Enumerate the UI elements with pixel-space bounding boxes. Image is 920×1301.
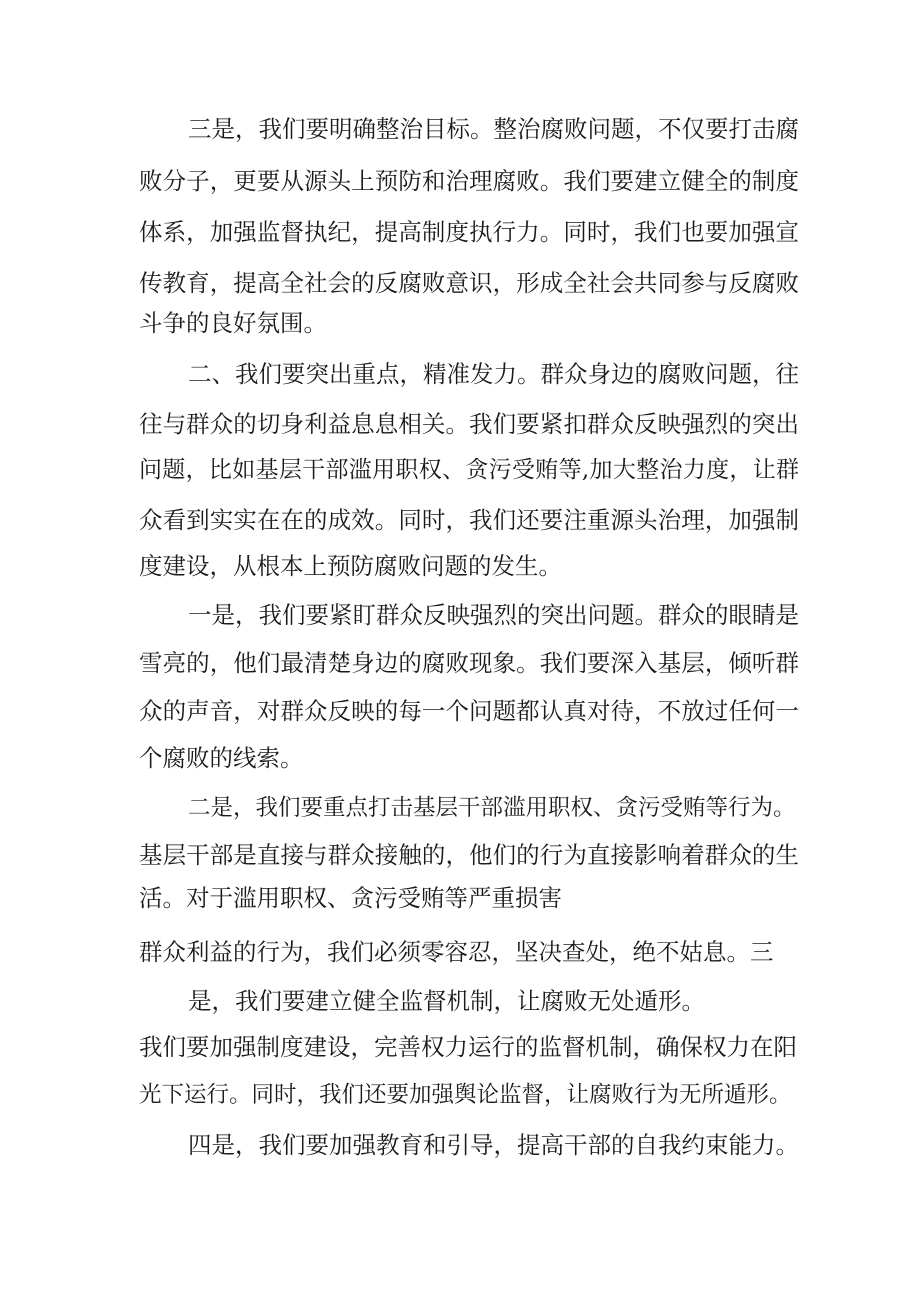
text-line: 群众利益的行为，我们必须零容忍，坚决查处，绝不姑息。三 [139,938,774,966]
text-line: 传教育，提高全社会的反腐败意识，形成全社会共同参与反腐败 [139,269,799,297]
text-line: 个腐败的线索。 [139,744,304,772]
text-line: 四是，我们要加强教育和引导，提高干部的自我约束能力。 [188,1131,799,1159]
text-line: 众的声音，对群众反映的每一个问题都认真对待，不放过任何一 [139,697,799,725]
text-line: 我们要加强制度建设，完善权力运行的监督机制，确保权力在阳 [139,1033,797,1061]
text-line: 三是，我们要明确整治目标。整治腐败问题，不仅要打击腐 [188,115,799,143]
text-line: 问题，比如基层干部滥用职权、贪污受贿等,加大整治力度，让群 [139,457,799,483]
text-line: 二是，我们要重点打击基层干部滥用职权、贪污受贿等行为。 [188,795,796,821]
text-line: 活。对于滥用职权、贪污受贿等严重损害 [139,884,562,912]
text-line: 是，我们要建立健全监督机制，让腐败无处遁形。 [188,987,705,1015]
text-line: 雪亮的，他们最清楚身边的腐败现象。我们要深入基层，倾听群 [139,649,799,677]
text-line: 基层干部是直接与群众接触的，他们的行为直接影响着群众的生 [139,841,799,869]
text-line: 光下运行。同时，我们还要加强舆论监督，让腐败行为无所遁形。 [139,1082,792,1108]
text-line: 往与群众的切身利益息息相关。我们要紧扣群众反映强烈的突出 [139,410,799,438]
text-line: 败分子，更要从源头上预防和治理腐败。我们要建立健全的制度 [139,167,799,195]
text-line: 众看到实实在在的成效。同时，我们还要注重源头治理，加强制 [139,506,799,534]
text-line: 一是，我们要紧盯群众反映强烈的突出问题。群众的眼睛是 [188,601,799,629]
text-line: 二、我们要突出重点，精准发力。群众身边的腐败问题，往 [188,360,799,388]
text-line: 体系，加强监督执纪，提高制度执行力。同时，我们也要加强宣 [139,218,799,246]
text-line: 度建设，从根本上预防腐败问题的发生。 [139,552,562,580]
text-line: 斗争的良好氛围。 [139,309,327,337]
